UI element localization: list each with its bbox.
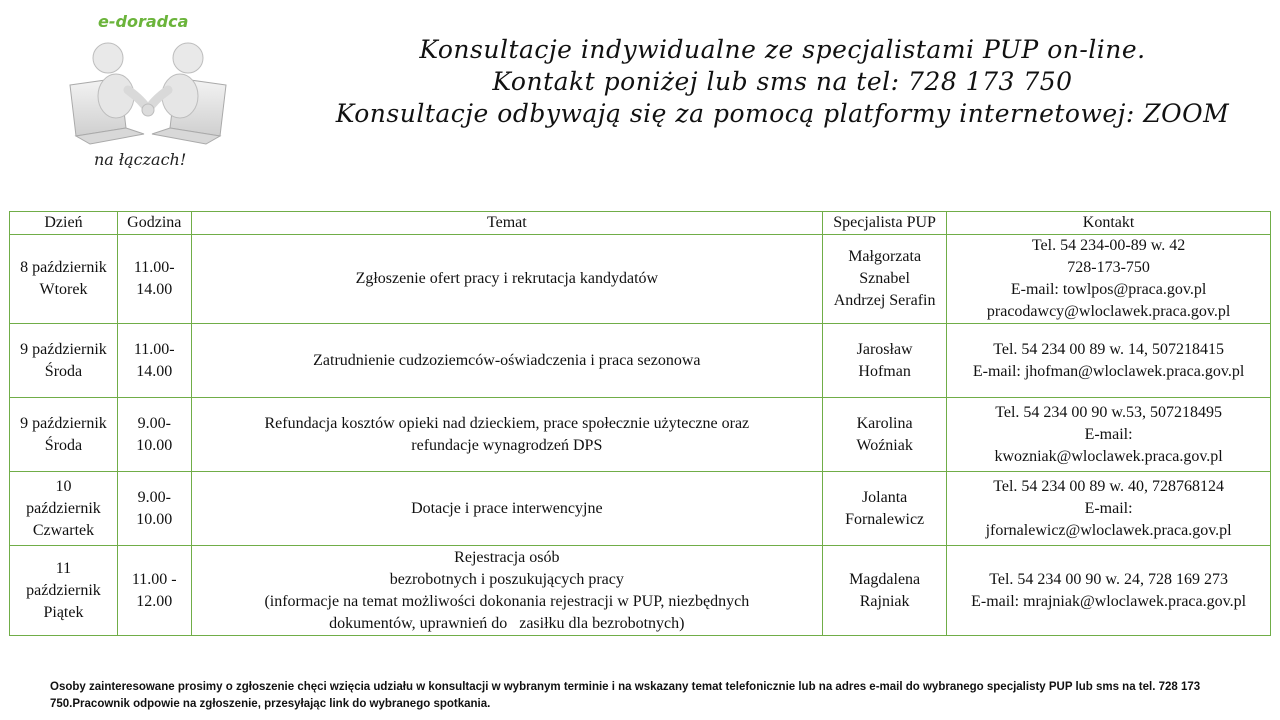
specialist-cell: Karolina Woźniak [823,398,947,472]
table-row [10,472,1271,546]
logo-tagline: na łączach! [94,150,187,169]
contact-cell: Tel. 54 234 00 90 w.53, 507218495 E-mail: kwozniak@wloclawek.praca.gov.pl [947,398,1271,472]
specialist-cell: Jarosław Hofman [823,324,947,398]
header-day: Dzień [10,212,118,235]
hour-cell: 11.00- 14.00 [117,324,191,398]
topic-cell: Zatrudnienie cudzoziemców-oświadczenia i praca sezonowa [191,324,823,398]
table-row [10,546,1271,636]
header-specialist: Specjalista PUP [823,212,947,235]
day-cell: 8 październik Wtorek [10,235,118,324]
specialist-cell: Magdalena Rajniak [823,546,947,636]
logo-brand: e-doradca [98,12,189,31]
table-row [10,235,1271,324]
consultation-schedule-table [9,211,1271,636]
hour-cell: 11.00- 14.00 [117,235,191,324]
topic-cell: Refundacja kosztów opieki nad dzieckiem, prace społecznie użyteczne oraz refundacje wynagrodzeń DPS [191,398,823,472]
handshake-laptops-icon [58,30,238,150]
table-row [10,398,1271,472]
specialist-cell: Małgorzata Sznabel Andrzej Serafin [823,235,947,324]
topic-cell: Rejestracja osób bezrobotnych i poszukujących pracy (informacje na temat możliwości dokonania rejestracji w PUP, niezbędnych dokumentów, uprawnień do zasiłku dla bezrobotnych) [191,546,823,636]
hour-cell: 9.00- 10.00 [117,398,191,472]
contact-cell: Tel. 54 234 00 90 w. 24, 728 169 273 E-mail: mrajniak@wloclawek.praca.gov.pl [947,546,1271,636]
page-heading [290,34,1275,130]
topic-cell: Zgłoszenie ofert pracy i rekrutacja kandydatów [191,235,823,324]
hour-cell: 9.00- 10.00 [117,472,191,546]
specialist-cell: Jolanta Fornalewicz [823,472,947,546]
contact-cell: Tel. 54 234 00 89 w. 14, 507218415 E-mail: jhofman@wloclawek.praca.gov.pl [947,324,1271,398]
contact-cell: Tel. 54 234-00-89 w. 42 728-173-750 E-mail: towlpos@praca.gov.pl pracodawcy@wloclawek.praca.gov.pl [947,235,1271,324]
heading-line-1: Konsultacje indywidualne ze specjalistami PUP on-line. [419,35,1146,64]
day-cell: 11 październik Piątek [10,546,118,636]
day-cell: 9 październik Środa [10,324,118,398]
table-row [10,324,1271,398]
heading-line-3: Konsultacje odbywają się za pomocą platformy internetowej: ZOOM [335,99,1230,128]
day-cell: 10 październik Czwartek [10,472,118,546]
header-topic: Temat [191,212,823,235]
e-doradca-logo [58,10,238,175]
table-header-row [10,212,1271,235]
contact-cell: Tel. 54 234 00 89 w. 40, 728768124 E-mail: jfornalewicz@wloclawek.praca.gov.pl [947,472,1271,546]
footer-note: Osoby zainteresowane prosimy o zgłoszenie chęci wzięcia udziału w konsultacji w wybranym terminie i na wskazany temat telefonicznie lub na adres e-mail do wybranego specjalisty PUP lub sms na tel. 728 173 750.Pracownik odpowie na zgłoszenie, przesyłając link do wybranego spotkania. [50,681,1201,710]
hour-cell: 11.00 - 12.00 [117,546,191,636]
day-cell: 9 październik Środa [10,398,118,472]
topic-cell: Dotacje i prace interwencyjne [191,472,823,546]
header-contact: Kontakt [947,212,1271,235]
heading-line-2: Kontakt poniżej lub sms na tel: 728 173 750 [492,67,1073,96]
header-hour: Godzina [117,212,191,235]
